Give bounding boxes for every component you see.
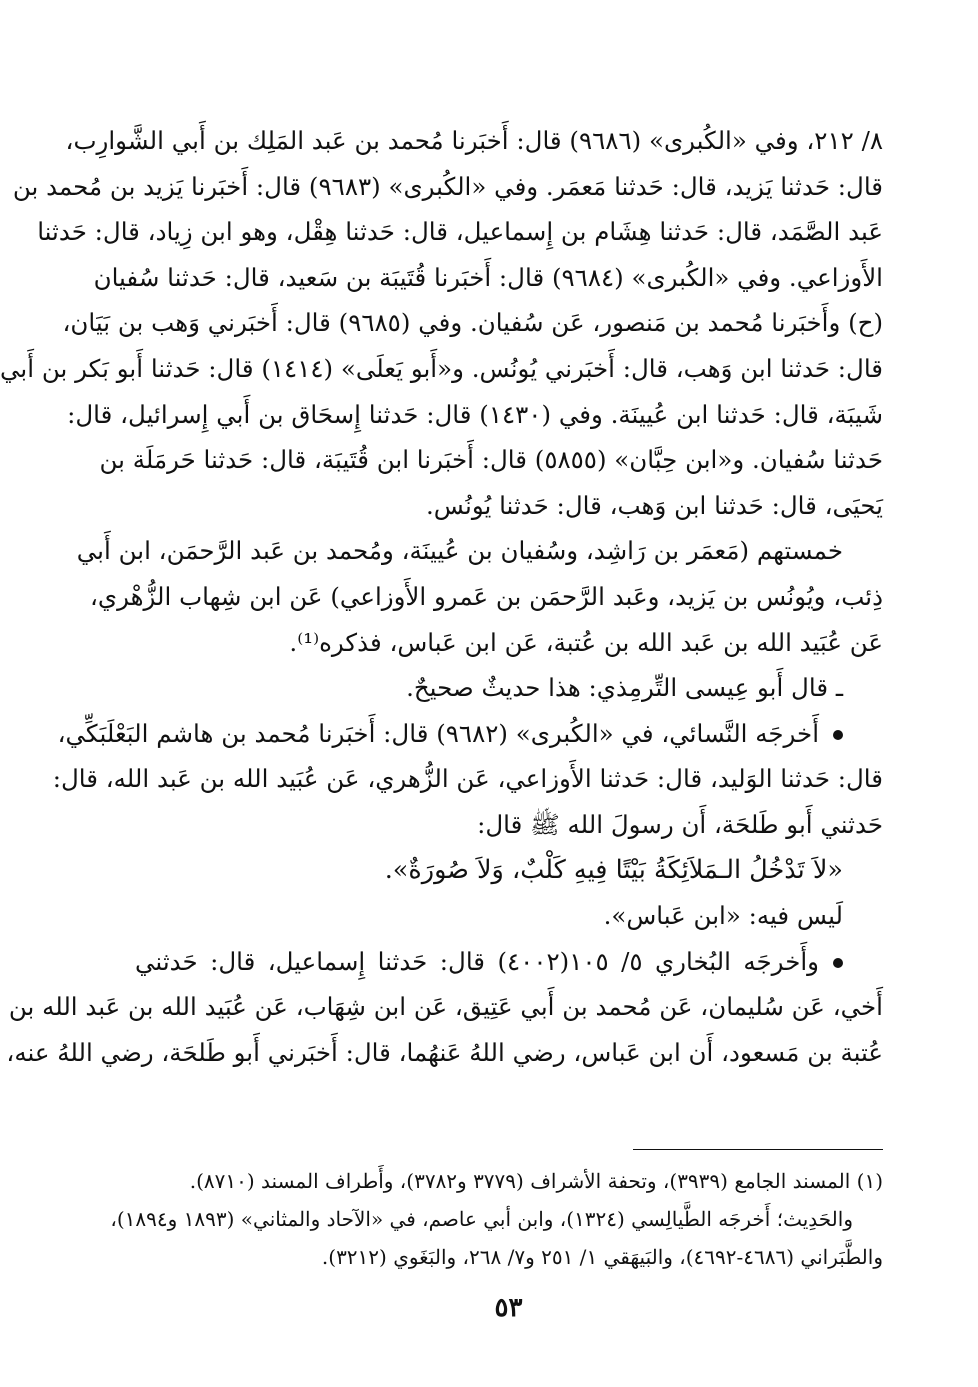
bullet-icon bbox=[833, 958, 843, 968]
text-line: ٨/ ٢١٢، وفي «الكُبرى» (٩٦٨٦) قال: أَخبَرنا مُحمد بن عَبد المَلِك بن أَبي الشَّوارِب، bbox=[65, 126, 883, 155]
bullet-paragraph bbox=[135, 939, 883, 985]
text-line: يَحيَى، قال: حَدثنا ابن وَهب، قال: حَدثنا يُونُس. bbox=[425, 490, 883, 520]
text-line: قال: حَدثنا يَزيد، قال: حَدثنا مَعمَر. وفي «الكُبرى» (٩٦٨٣) قال: أَخبَرنا يَزيد بن مُحمد بن bbox=[12, 171, 883, 201]
text-line: ذِئب، ويُونُس بن يَزيد، وعَبد الرَّحمَن بن عَمرو الأَوزاعي) عَن ابن شِهاب الزُّهْري، bbox=[89, 581, 883, 611]
footnote-line: والطَّبَراني (٤٦٨٦-٤٦٩٢)، والبَيهَقي ١/ ٢٥١ و٧/ ٢٦٨، والبَغَوي (٣٢١٢). bbox=[321, 1245, 883, 1269]
text-line: عُتبة بن مَسعود، أَن ابن عَباس، رضي اللهُ عَنهُما، قال: أَخبَرني أَبو طَلحَة، رضي اللهُ عنه، bbox=[6, 1037, 883, 1067]
footnotes bbox=[110, 1162, 883, 1276]
text-line: حَدثنا سُفيان. و«ابن حِبَّان» (٥٨٥٥) قال: أَخبَرنا ابن قُتَيبَة، قال: حَدثنا حَرمَلَة بن bbox=[99, 445, 883, 475]
text-line: الأَوزاعي. وفي «الكُبرى» (٩٦٨٤) قال: أَخبَرنا قُتَيبَة بن سَعيد، قال: حَدثنا سُفيان bbox=[93, 262, 883, 292]
text-line: لَيس فيه: «ابن عَباس». bbox=[603, 901, 843, 931]
text-line: أَخرجَه النَّسائي، في «الكُبرى» (٩٦٨٢) قال: أَخبَرنا مُحمد بن هاشم البَعْلَبَكِّي، bbox=[57, 718, 819, 748]
text-line: عَبد الصَّمَد، قال: حَدثنا هِشَام بن إِسماعيل، قال: حَدثنا هِقْل، وهو ابن زِياد، قال: حَدثنا bbox=[37, 217, 883, 247]
text-line: قال: حَدثنا الوَليد، قال: حَدثنا الأَوزاعي، عَن الزُّهري، عَن عُبَيد الله بن عَبد الله، قال: bbox=[52, 764, 883, 794]
footnote-divider bbox=[633, 1149, 883, 1150]
text-line: (ح) وأَخبَرنا مُحمد بن مَنصور، عَن سُفيان. وفي (٩٦٨٥) قال: أَخبَرني وَهب بن بَيَان، bbox=[62, 308, 883, 338]
main-text bbox=[0, 118, 883, 1075]
text-line: أَخي، عَن سُليمان، عَن مُحمد بن أَبي عَتِيق، عَن ابن شِهَاب، عَن عُبَيد الله بن عَبد الله بن bbox=[8, 992, 883, 1022]
footnote-line: والحَدِيث؛ أَخرجَه الطَّيالِسي (١٣٢٤)، وابن أبي عاصم، في «الآحاد والمثاني» (١٨٩٣ و١٨٩٤)، bbox=[110, 1207, 853, 1231]
text-line: خمستهم (مَعمَر بن رَاشِد، وسُفيان بن عُيينَة، ومُحمد بن عَبد الرَّحمَن، ابن أَبي bbox=[76, 536, 843, 566]
bullet-paragraph bbox=[57, 711, 883, 757]
page-number: ٥٣ bbox=[494, 1293, 523, 1323]
tirmidhi-verdict: ـ قال أَبو عِيسى التِّرمِذي: هذا حديثٌ صحيحٌ. bbox=[406, 673, 843, 703]
text-line: وأَخرجَه البُخاري ٥/ ١٠٥(٤٠٠٢) قال: حَدثنا إِسماعيل، قال: حَدثني bbox=[135, 946, 819, 976]
text-line: عَن عُبَيد الله بن عَبد الله بن عُتبة، عَن ابن عَباس، فذكره⁽¹⁾. bbox=[289, 627, 883, 657]
text-line: حَدثني أَبو طَلحَة، أَن رسولَ الله ﷺ قال: bbox=[477, 809, 883, 839]
text-line: شَيبَة، قال: حَدثنا ابن عُيينَة. وفي (١٤٣٠) قال: حَدثنا إِسحَاق بن أَبي إِسرائيل، قال: bbox=[67, 399, 883, 429]
footnote-line: (١) المسند الجامع (٣٩٣٩)، وتحفة الأشراف (٣٧٧٩ و٣٧٨٢)، وأَطراف المسند (٨٧١٠). bbox=[189, 1169, 883, 1193]
text-line: قال: حَدثنا ابن وَهب، قال: أَخبَرني يُونُس. و«أَبو يَعلَى» (١٤١٤) قال: حَدثنا أَبو بَكر بن أَبي bbox=[0, 353, 883, 383]
hadith-quote: «لاَ تَدْخُلُ الـمَلاَئِكَةُ بَيْتًا فِيهِ كَلْبٌ، وَلاَ صُورَةٌ». bbox=[384, 854, 843, 885]
bullet-icon bbox=[833, 730, 843, 740]
